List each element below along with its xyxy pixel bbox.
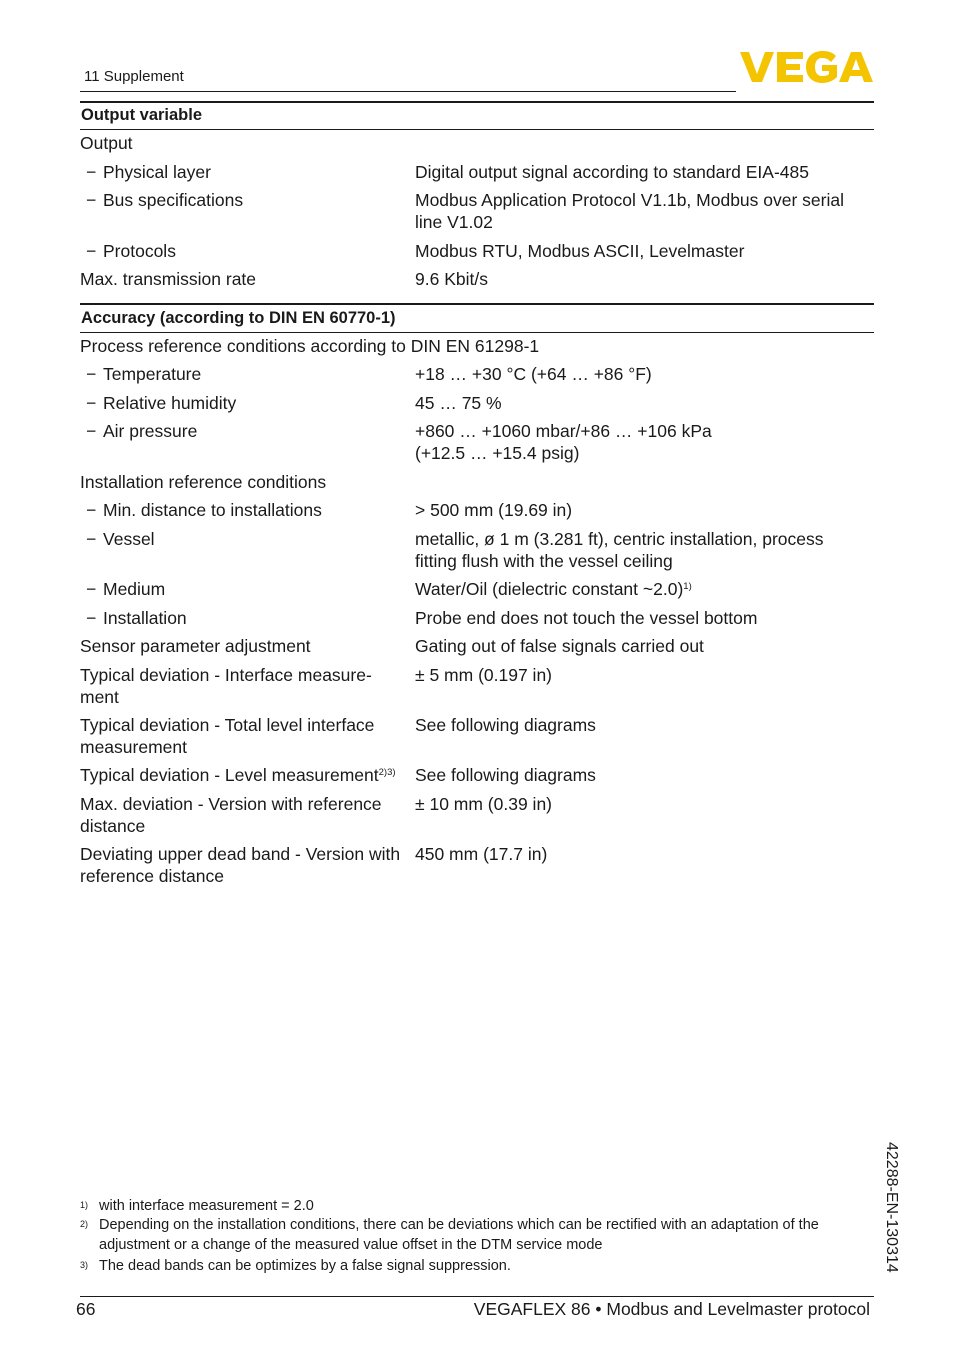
spec-label: Vessel <box>103 529 155 549</box>
page-number: 66 <box>76 1299 96 1319</box>
dash-bullet: − <box>86 393 97 413</box>
accuracy-section-title-rule <box>80 332 874 333</box>
spec-value: metallic, ø 1 m (3.281 ft), centric installation, process fitting flush with the vessel ceiling <box>415 529 824 571</box>
spec-label: Typical deviation - Interface measure-ment <box>80 665 372 707</box>
footer-rule <box>80 1296 874 1297</box>
output-section-title: Output variable <box>81 106 203 124</box>
footnote-text: Depending on the installation conditions, there can be deviations which can be rectified with an adaptation of the adjustment or a change of the measured value offset in the DTM service mode <box>99 1217 819 1253</box>
spec-value: Modbus RTU, Modbus ASCII, Levelmaster <box>415 241 745 261</box>
accuracy-section-top-rule <box>80 303 874 305</box>
spec-label: Medium <box>103 579 166 599</box>
spec-label: Max. deviation - Version with reference distance <box>80 794 382 836</box>
dash-bullet: − <box>86 190 97 210</box>
spec-label: Output <box>80 133 133 153</box>
spec-label: Min. distance to installations <box>103 500 322 520</box>
header-rule <box>80 91 736 92</box>
spec-label: Bus specifications <box>103 190 244 210</box>
footnote-ref: 2)3) <box>378 767 396 778</box>
output-section-title-rule <box>80 129 874 130</box>
dash-bullet: − <box>86 579 97 599</box>
accuracy-section-title: Accuracy (according to DIN EN 60770-1) <box>81 309 396 327</box>
footnote-text: The dead bands can be optimizes by a false signal suppression. <box>99 1258 511 1274</box>
spec-label: Max. transmission rate <box>80 269 257 289</box>
spec-value: Digital output signal according to standard EIA-485 <box>415 162 809 182</box>
spec-label: Sensor parameter adjustment <box>80 636 311 656</box>
footnote-number: 3) <box>80 1260 89 1270</box>
spec-value: 450 mm (17.7 in) <box>415 844 548 864</box>
dash-bullet: − <box>86 500 97 520</box>
footnote-text: with interface measurement = 2.0 <box>99 1198 314 1214</box>
footnote-ref: 1) <box>683 581 692 592</box>
spec-label: Process reference conditions according to DIN EN 61298-1 <box>80 336 540 356</box>
vega-logo <box>740 50 873 84</box>
spec-value: See following diagrams <box>415 765 596 785</box>
footnote-number: 1) <box>80 1200 89 1210</box>
spec-label: Installation reference conditions <box>80 472 327 492</box>
spec-label: Protocols <box>103 241 176 261</box>
dash-bullet: − <box>86 364 97 384</box>
spec-value: Modbus Application Protocol V1.1b, Modbus over serial line V1.02 <box>415 190 844 232</box>
output-section-top-rule <box>80 101 874 103</box>
document-code: 42288-EN-130314 <box>883 1142 900 1273</box>
spec-value: Water/Oil (dielectric constant ~2.0) <box>415 579 684 599</box>
section-header: 11 Supplement <box>84 68 184 85</box>
dash-bullet: − <box>86 529 97 549</box>
spec-value: +18 … +30 °C (+64 … +86 °F) <box>415 364 652 384</box>
spec-label: Air pressure <box>103 421 198 441</box>
spec-value: 45 … 75 % <box>415 393 502 413</box>
spec-label: Deviating upper dead band - Version with reference distance <box>80 844 401 886</box>
spec-label: Typical deviation - Total level interface measurement <box>80 715 375 757</box>
spec-label: Typical deviation - Level measurement <box>80 765 379 785</box>
footnote-number: 2) <box>80 1219 89 1229</box>
dash-bullet: − <box>86 241 97 261</box>
spec-label: Temperature <box>103 364 202 384</box>
spec-value: See following diagrams <box>415 715 596 735</box>
dash-bullet: − <box>86 421 97 441</box>
spec-value: +860 … +1060 mbar/+86 … +106 kPa (+12.5 … +15.4 psig) <box>415 421 712 463</box>
dash-bullet: − <box>86 162 97 182</box>
spec-value: Gating out of false signals carried out <box>415 636 704 656</box>
spec-value: ± 5 mm (0.197 in) <box>415 665 553 685</box>
spec-value: > 500 mm (19.69 in) <box>415 500 573 520</box>
spec-label: Installation <box>103 608 187 628</box>
spec-value: Probe end does not touch the vessel bottom <box>415 608 758 628</box>
spec-label: Physical layer <box>103 162 211 182</box>
document-title: VEGAFLEX 86 • Modbus and Levelmaster protocol <box>473 1299 870 1319</box>
spec-label: Relative humidity <box>103 393 237 413</box>
spec-value: ± 10 mm (0.39 in) <box>415 794 553 814</box>
spec-value: 9.6 Kbit/s <box>415 269 488 289</box>
dash-bullet: − <box>86 608 97 628</box>
